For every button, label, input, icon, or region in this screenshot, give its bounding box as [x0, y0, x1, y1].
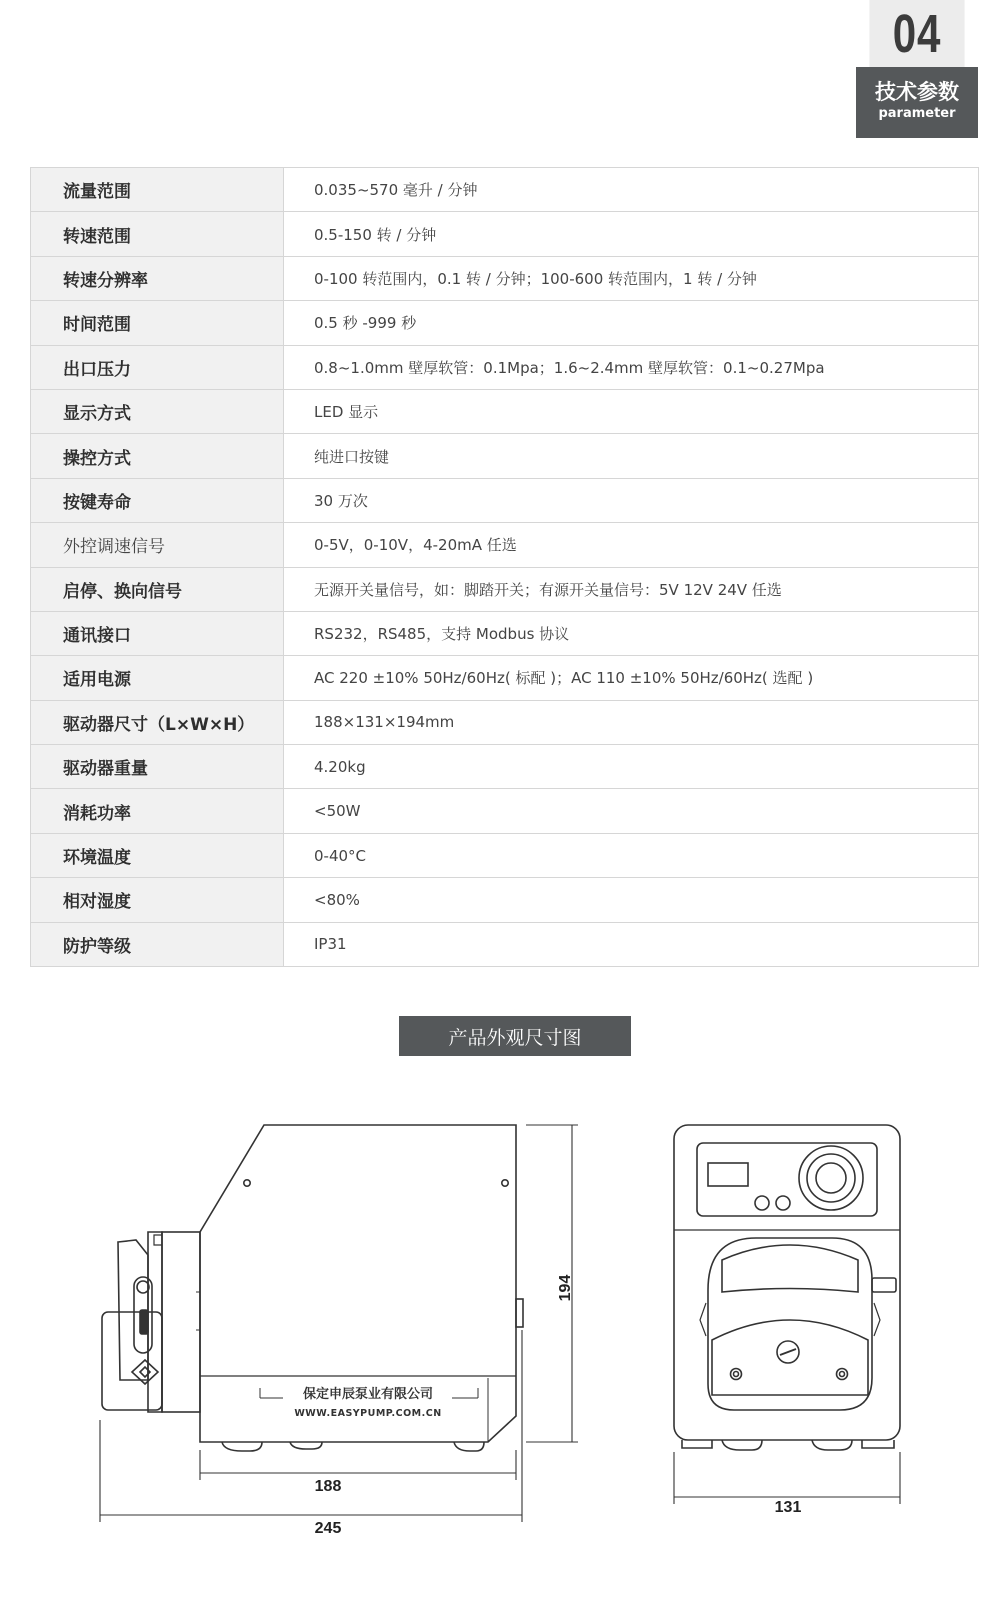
front-dimensions — [674, 1452, 900, 1504]
spec-value: 0-40°C — [284, 833, 979, 877]
spec-label: 出口压力 — [31, 345, 284, 389]
spec-value: 0.035~570 毫升 / 分钟 — [284, 168, 979, 212]
table-row — [31, 878, 979, 922]
spec-label: 显示方式 — [31, 389, 284, 433]
section-badge — [856, 0, 978, 138]
spec-label: 适用电源 — [31, 656, 284, 700]
table-row — [31, 789, 979, 833]
spec-value: 30 万次 — [284, 478, 979, 522]
spec-table — [30, 167, 979, 967]
table-row — [31, 745, 979, 789]
spec-value: 无源开关量信号，如：脚踏开关；有源开关量信号：5V 12V 24V 任选 — [284, 567, 979, 611]
spec-value: 4.20kg — [284, 745, 979, 789]
table-row — [31, 523, 979, 567]
spec-label: 操控方式 — [31, 434, 284, 478]
side-view — [102, 1125, 523, 1451]
spec-value: 0.8~1.0mm 壁厚软管：0.1Mpa；1.6~2.4mm 壁厚软管：0.1~0.27Mpa — [284, 345, 979, 389]
spec-value: 0-100 转范围内，0.1 转 / 分钟；100-600 转范围内，1 转 / 分钟 — [284, 256, 979, 300]
spec-label: 流量范围 — [31, 168, 284, 212]
dimension-height: 194 — [557, 1274, 574, 1302]
table-row — [31, 922, 979, 966]
table-row — [31, 700, 979, 744]
spec-label: 时间范围 — [31, 301, 284, 345]
spec-value: LED 显示 — [284, 389, 979, 433]
dimension-width: 131 — [774, 1499, 802, 1516]
section-number: 04 — [869, 0, 964, 67]
spec-label: 启停、换向信号 — [31, 567, 284, 611]
table-row — [31, 611, 979, 655]
spec-label: 外控调速信号 — [31, 523, 284, 567]
spec-label: 消耗功率 — [31, 789, 284, 833]
table-row — [31, 168, 979, 212]
table-row — [31, 567, 979, 611]
section-label — [856, 67, 978, 138]
spec-value: IP31 — [284, 922, 979, 966]
spec-value: <50W — [284, 789, 979, 833]
spec-label: 环境温度 — [31, 833, 284, 877]
company-name: 保定申辰泵业有限公司 — [302, 1387, 434, 1402]
spec-value: 0.5 秒 -999 秒 — [284, 301, 979, 345]
table-row — [31, 656, 979, 700]
spec-label: 防护等级 — [31, 922, 284, 966]
dimension-drawing — [0, 1100, 1000, 1560]
spec-value: 纯进口按键 — [284, 434, 979, 478]
spec-value: RS232，RS485，支持 Modbus 协议 — [284, 611, 979, 655]
table-row — [31, 256, 979, 300]
company-website: WWW.EASYPUMP.COM.CN — [294, 1408, 442, 1419]
side-dimensions — [100, 1125, 578, 1522]
spec-label: 通讯接口 — [31, 611, 284, 655]
spec-value: <80% — [284, 878, 979, 922]
table-row — [31, 212, 979, 256]
spec-value: AC 220 ±10% 50Hz/60Hz( 标配 )；AC 110 ±10% 50Hz/60Hz( 选配 ) — [284, 656, 979, 700]
dimension-body-length: 188 — [314, 1478, 342, 1495]
spec-label: 转速范围 — [31, 212, 284, 256]
table-row — [31, 301, 979, 345]
spec-value: 0.5-150 转 / 分钟 — [284, 212, 979, 256]
table-row — [31, 478, 979, 522]
section-subtitle: parameter — [878, 106, 956, 121]
table-row — [31, 345, 979, 389]
spec-label: 驱动器重量 — [31, 745, 284, 789]
table-row — [31, 833, 979, 877]
spec-label: 相对湿度 — [31, 878, 284, 922]
spec-value: 0-5V，0-10V，4-20mA 任选 — [284, 523, 979, 567]
spec-label: 转速分辨率 — [31, 256, 284, 300]
dimension-total-length: 245 — [314, 1520, 342, 1537]
dimension-drawing-title: 产品外观尺寸图 — [399, 1016, 631, 1056]
front-view — [674, 1125, 900, 1450]
spec-label: 驱动器尺寸（L×W×H） — [31, 700, 284, 744]
table-row — [31, 434, 979, 478]
table-row — [31, 389, 979, 433]
spec-label: 按键寿命 — [31, 478, 284, 522]
section-title: 技术参数 — [875, 80, 959, 104]
spec-value: 188×131×194mm — [284, 700, 979, 744]
